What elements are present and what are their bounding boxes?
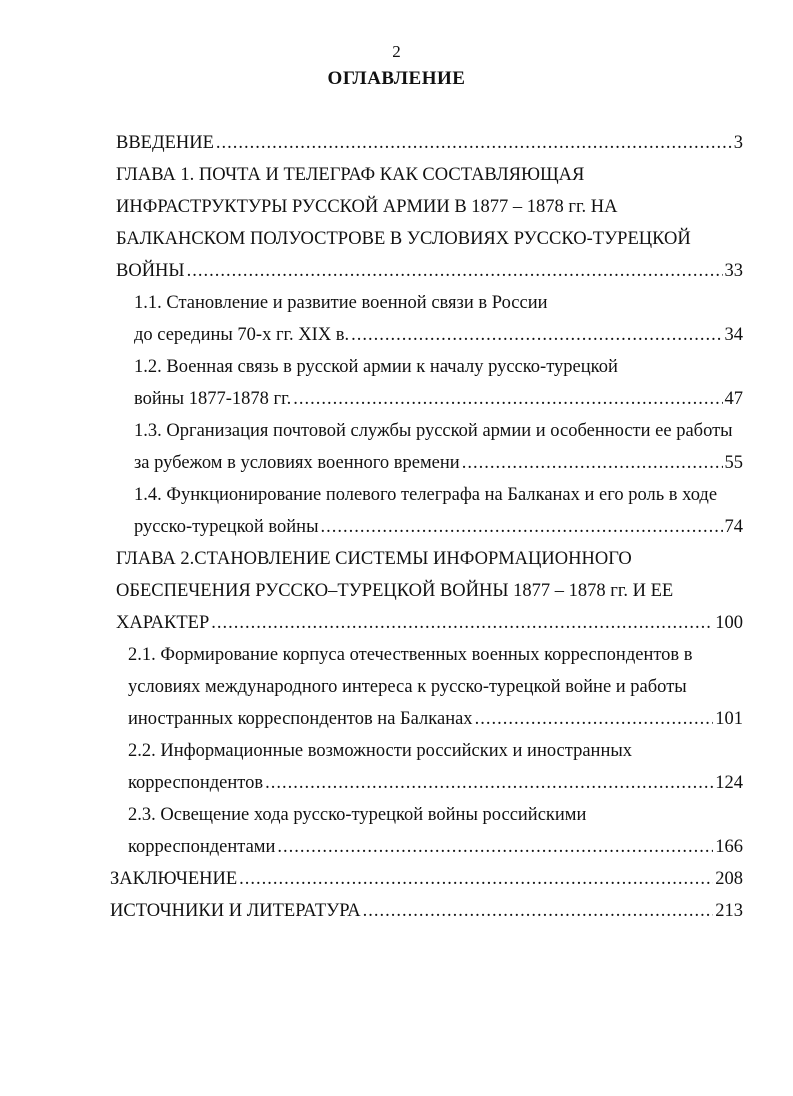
toc-page-number: 208 bbox=[715, 869, 743, 889]
toc-entry-text: войны 1877-1878 гг. bbox=[134, 389, 292, 409]
toc-entry-text[interactable]: ГЛАВА 1. ПОЧТА И ТЕЛЕГРАФ КАК СОСТАВЛЯЮЩАЯ bbox=[116, 165, 585, 185]
toc-entry-text[interactable]: БАЛКАНСКОМ ПОЛУОСТРОВЕ В УСЛОВИЯХ РУССКО-ТУРЕЦКОЙ bbox=[116, 229, 691, 249]
toc-entry-text: русско-турецкой войны bbox=[134, 517, 319, 537]
leader-dots bbox=[462, 448, 723, 478]
toc-page-number: 166 bbox=[715, 837, 743, 857]
toc-entry-text[interactable]: ГЛАВА 2.СТАНОВЛЕНИЕ СИСТЕМЫ ИНФОРМАЦИОННОГО bbox=[116, 549, 632, 569]
toc-entry-text[interactable]: ИНФРАСТРУКТУРЫ РУССКОЙ АРМИИ В 1877 – 1878 гг. НА bbox=[116, 197, 618, 217]
toc-entry-text: за рубежом в условиях военного времени bbox=[134, 453, 460, 473]
toc-page-number: 124 bbox=[715, 773, 743, 793]
leader-dots bbox=[321, 512, 723, 542]
toc-entry-text: ВОЙНЫ bbox=[116, 261, 185, 281]
leader-dots bbox=[211, 608, 713, 638]
toc-entry-text: ИСТОЧНИКИ И ЛИТЕРАТУРА bbox=[110, 901, 361, 921]
toc-entry-text: ЗАКЛЮЧЕНИЕ bbox=[110, 869, 238, 889]
toc-page-number: 74 bbox=[724, 517, 743, 537]
toc-entry-text[interactable]: 2.1. Формирование корпуса отечественных военных корреспондентов в bbox=[128, 645, 693, 665]
leader-dots bbox=[363, 896, 714, 926]
toc-entry-text[interactable]: 2.2. Информационные возможности российских и иностранных bbox=[128, 741, 633, 761]
toc-entry-text: до середины 70-х гг. XIX в. bbox=[134, 325, 350, 345]
toc-entry-text[interactable]: 1.1. Становление и развитие военной связи в России bbox=[134, 293, 548, 313]
page-number: 2 bbox=[392, 42, 401, 61]
toc-entry-conclusion[interactable] bbox=[110, 864, 743, 894]
toc-entry-section-2-2[interactable] bbox=[128, 768, 743, 798]
toc-entry-text[interactable]: 1.2. Военная связь в русской армии к началу русско-турецкой bbox=[134, 357, 618, 377]
toc-entry-section-2-1[interactable] bbox=[128, 704, 743, 734]
toc-page-number: 47 bbox=[724, 389, 743, 409]
leader-dots bbox=[187, 256, 723, 286]
toc-entry-introduction[interactable] bbox=[116, 128, 743, 158]
toc-entry-sources[interactable] bbox=[110, 896, 743, 926]
toc-page-number: 33 bbox=[724, 261, 743, 281]
toc-entry-section-1-1[interactable] bbox=[134, 320, 743, 350]
leader-dots bbox=[216, 128, 732, 158]
toc-page-number: 55 bbox=[724, 453, 743, 473]
toc-page-number: 213 bbox=[715, 901, 743, 921]
toc-entry-chapter-2[interactable] bbox=[116, 608, 743, 638]
leader-dots bbox=[265, 768, 713, 798]
leader-dots bbox=[239, 864, 713, 894]
toc-entry-text[interactable]: 2.3. Освещение хода русско-турецкой войны российскими bbox=[128, 805, 587, 825]
page-title: ОГЛАВЛЕНИЕ bbox=[327, 68, 466, 89]
toc-entry-text[interactable]: ОБЕСПЕЧЕНИЯ РУССКО–ТУРЕЦКОЙ ВОЙНЫ 1877 – 1878 гг. И ЕЕ bbox=[116, 581, 674, 601]
toc-entry-chapter-1[interactable] bbox=[116, 256, 743, 286]
toc-page-number: 34 bbox=[724, 325, 743, 345]
toc-entry-text[interactable]: 1.3. Организация почтовой службы русской армии и особенности ее работы bbox=[134, 421, 733, 441]
toc-entry-section-1-2[interactable] bbox=[134, 384, 743, 414]
toc-entry-section-1-4[interactable] bbox=[134, 512, 743, 542]
toc-entry-text[interactable]: условиях международного интереса к русско-турецкой войне и работы bbox=[128, 677, 687, 697]
toc-entry-text: ВВЕДЕНИЕ bbox=[116, 133, 214, 153]
toc-entry-text[interactable]: 1.4. Функционирование полевого телеграфа на Балканах и его роль в ходе bbox=[134, 485, 718, 505]
leader-dots bbox=[351, 320, 722, 350]
toc-entry-text: ХАРАКТЕР bbox=[116, 613, 210, 633]
toc-entry-text: иностранных корреспондентов на Балканах bbox=[128, 709, 473, 729]
toc-page-number: 101 bbox=[715, 709, 743, 729]
toc-page-number: 100 bbox=[715, 613, 743, 633]
toc-entry-text: корреспондентами bbox=[128, 837, 276, 857]
toc-entry-section-1-3[interactable] bbox=[134, 448, 743, 478]
leader-dots bbox=[475, 704, 714, 734]
leader-dots bbox=[293, 384, 722, 414]
toc-entry-section-2-3[interactable] bbox=[128, 832, 743, 862]
leader-dots bbox=[277, 832, 713, 862]
toc-entry-text: корреспондентов bbox=[128, 773, 264, 793]
toc-page-number: 3 bbox=[733, 133, 743, 153]
